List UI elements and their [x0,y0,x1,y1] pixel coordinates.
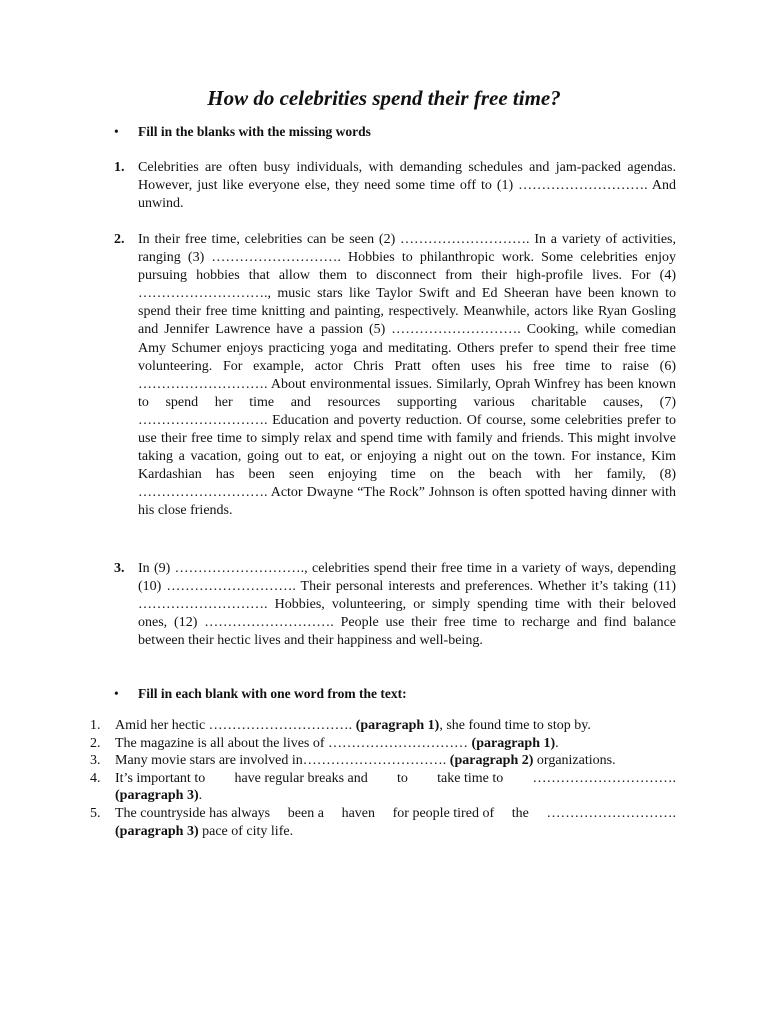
question-item: 4. It’s important to have regular breaks and to take time to …………………………. (paragraph 3). [90,770,676,804]
paragraph-number: 3. [114,561,125,576]
question-item: 5. The countryside has always been a haven for people tired of the ………………………. (paragraph 3) pace of city life. [90,805,676,839]
question-line: The countryside has always been a haven for people tired of the ………………………. [115,805,676,821]
paragraph-text: Celebrities are often busy individuals, with demanding schedules and jam-packed agendas. However, just like everyone else, they need some time off to (1) ………………………. And unwind. [138,160,676,212]
question-item: 1. Amid her hectic …………………………. (paragraph 1), she found time to stop by. [90,718,591,733]
question-line: It’s important to have regular breaks and to take time to …………………………. [115,770,676,786]
paragraph-number: 2. [114,232,125,247]
instruction-one-word: • Fill in each blank with one word from the text: [114,686,407,701]
paragraph-2 [114,231,676,521]
question-item: 3. Many movie stars are involved in…………………………. (paragraph 2) organizations. [90,753,616,769]
paragraph-text: In (9) ………………………., celebrities spend their free time in a variety of ways, depending (10) ………………………. Their personal interests and preferences. Whether it’s taking (11) ………………………. Hobbies, volunteering, or simply spending time with their beloved ones, (12) ………………………. People use their free time to recharge and find balance between their hectic lives and their happiness and well-being. [138,561,676,649]
question-item: 2. The magazine is all about the lives of ………………………… (paragraph 1). [90,735,559,751]
page-title: How do celebrities spend their free time? [207,86,561,110]
paragraph-number: 1. [114,160,125,175]
paragraph-3 [114,560,676,650]
paragraph-1 [114,159,676,213]
bullet-icon: • [114,124,119,139]
bullet-icon: • [114,686,119,701]
paragraph-text: In their free time, celebrities can be seen (2) ………………………. In a variety of activities, ranging (3) ………………………. Hobbies to philanthropic work. Some celebrities enjoy pursuing hobbies that allow them to disconnect from their high-profile lives. For (4) ………………………., music stars like Taylor Swift and Ed Sheeran have been known to spend their free time knitting and painting, respectively. Meanwhile, actors like Ryan Gosling and Jennifer Lawrence have a passion (5) ………………………. Cooking, while comedian Amy Schumer enjoys practicing yoga and meditating. Others prefer to spend their free time volunteering. For example, actor Chris Pratt often uses his free time to raise (6) ………………………. About environmental issues. Similarly, Oprah Winfrey has been known to spend her time and resources supporting various charitable causes, (7) ………………………. Education and poverty reduction. Of course, some celebrities prefer to use their free time to simply relax and spend time with family and friends. This might involve taking a vacation, going out to eat, or enjoying a night out on the town. For instance, Kim Kardashian has been seen enjoying time on the beach with her family, (8) ………………………. Actor Dwayne “The Rock” Johnson is often spotted having dinner with his close friends. [138,232,676,519]
question-list [90,717,676,840]
instruction-fill-blanks: • Fill in the blanks with the missing words [114,124,371,139]
